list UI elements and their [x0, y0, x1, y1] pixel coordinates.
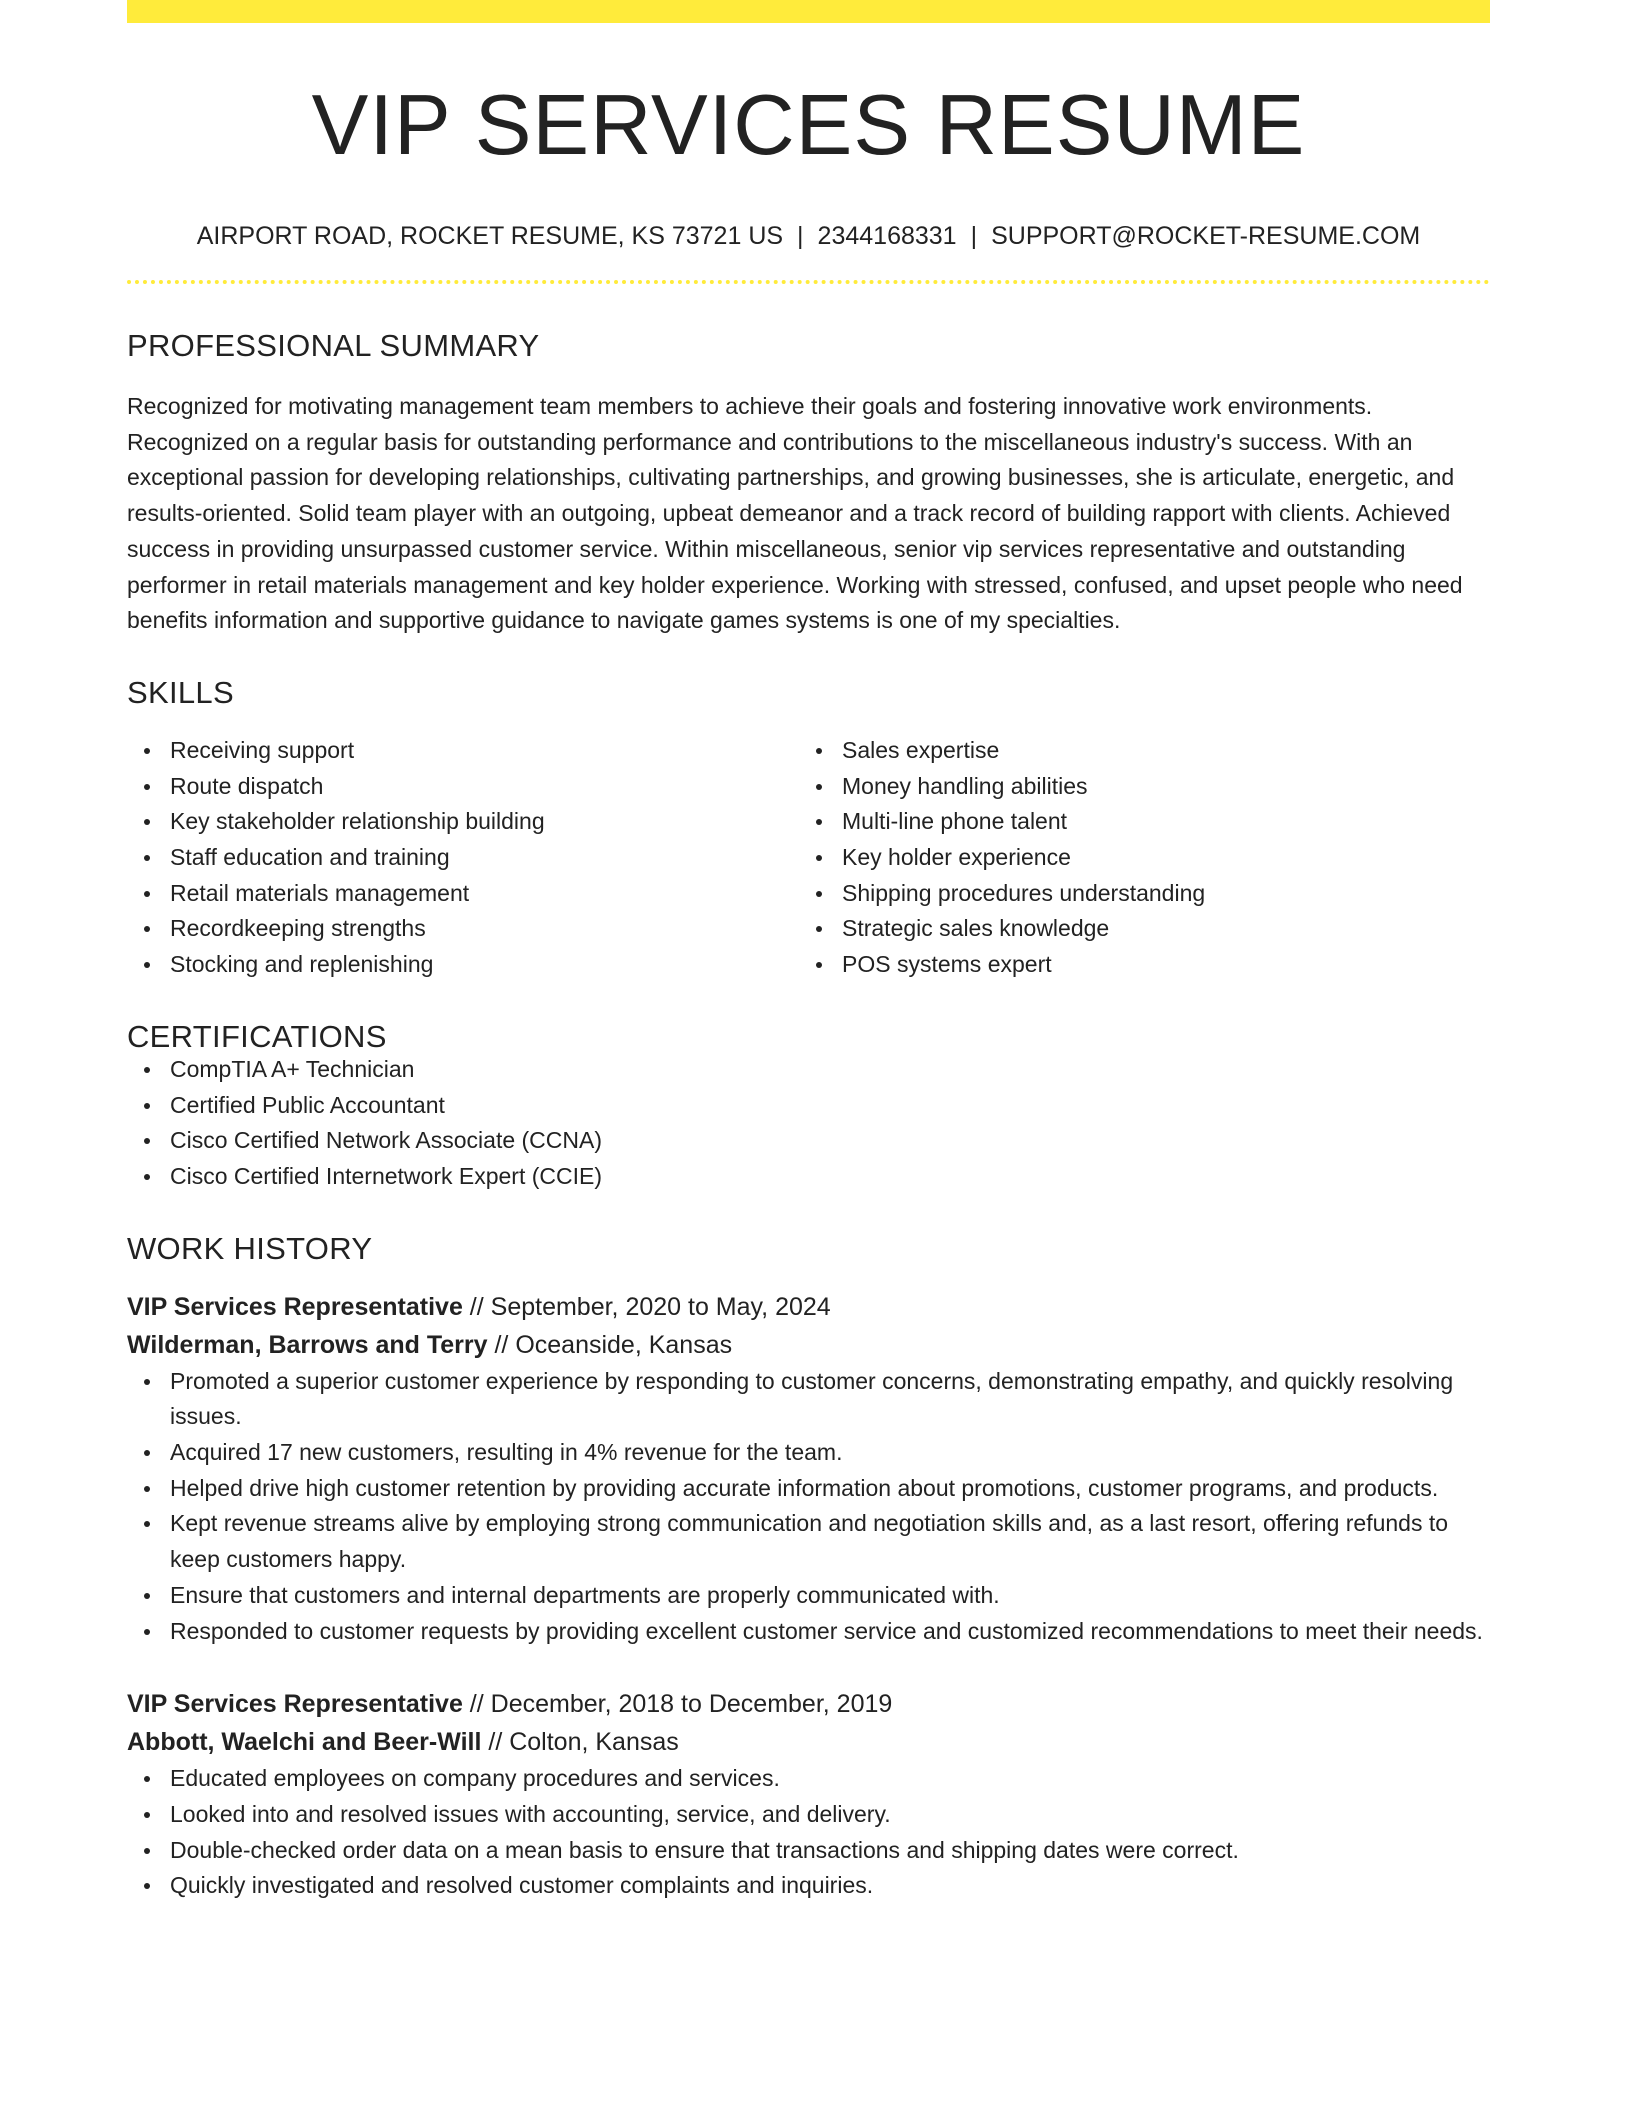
contact-phone: 2344168331 — [817, 222, 957, 250]
certification-item: Cisco Certified Internetwork Expert (CCIE) — [170, 1159, 1490, 1195]
bullet-dot — [144, 1379, 150, 1385]
contact-separator: | — [970, 222, 978, 250]
job-duties-list — [127, 1364, 1490, 1650]
bullet-dot — [816, 891, 822, 897]
skill-item: Key stakeholder relationship building — [170, 804, 799, 840]
skills-grid — [127, 733, 1490, 983]
bullet-dot — [144, 1848, 150, 1854]
skills-list-left — [127, 733, 799, 983]
bullet-dot — [144, 1521, 150, 1527]
skill-item: Shipping procedures understanding — [842, 876, 1399, 912]
summary-heading: PROFESSIONAL SUMMARY — [127, 328, 540, 363]
skills-column-left — [127, 733, 799, 983]
bullet-dot — [144, 891, 150, 897]
duty-item: Acquired 17 new customers, resulting in 4% revenue for the team. — [170, 1435, 1490, 1471]
skills-list-right — [799, 733, 1399, 983]
duty-item: Double-checked order data on a mean basis to ensure that transactions and shipping dates were correct. — [170, 1833, 1490, 1869]
certifications-heading: CERTIFICATIONS — [127, 1018, 387, 1054]
certifications-list — [127, 1052, 1490, 1195]
bullet-dot — [144, 1174, 150, 1180]
bullet-dot — [144, 748, 150, 754]
resume-title: VIP SERVICES RESUME — [311, 78, 1306, 173]
skill-item: Route dispatch — [170, 769, 799, 805]
skill-item: Money handling abilities — [842, 769, 1399, 805]
job-entry — [127, 1685, 1490, 1904]
job-company-line — [127, 1326, 1490, 1364]
job-title-line — [127, 1685, 1490, 1723]
bullet-dot — [816, 855, 822, 861]
duty-item: Promoted a superior customer experience by responding to customer concerns, demonstrating empathy, and quickly resolving issues. — [170, 1364, 1490, 1435]
duty-item: Responded to customer requests by providing excellent customer service and customized recommendations to meet their needs. — [170, 1614, 1490, 1650]
bullet-dot — [144, 1486, 150, 1492]
skill-item: Strategic sales knowledge — [842, 911, 1399, 947]
skill-item: POS systems expert — [842, 947, 1399, 983]
job-location: // Oceanside, Kansas — [487, 1330, 733, 1359]
contact-line — [127, 224, 1490, 254]
duty-item: Quickly investigated and resolved customer complaints and inquiries. — [170, 1868, 1490, 1904]
bullet-dot — [144, 1067, 150, 1073]
accent-bar — [127, 0, 1490, 23]
skill-item: Multi-line phone talent — [842, 804, 1399, 840]
job-company: Wilderman, Barrows and Terry — [127, 1330, 488, 1359]
bullet-dot — [144, 1883, 150, 1889]
job-duties-list — [127, 1761, 1490, 1904]
skills-column-right — [799, 733, 1399, 983]
skill-item: Receiving support — [170, 733, 799, 769]
duty-item: Educated employees on company procedures and services. — [170, 1761, 1490, 1797]
bullet-dot — [144, 1593, 150, 1599]
resume-page — [127, 0, 1490, 1904]
dotted-divider — [127, 280, 1490, 284]
bullet-dot — [144, 1812, 150, 1818]
bullet-dot — [144, 1450, 150, 1456]
bullet-dot — [144, 1629, 150, 1635]
job-role: VIP Services Representative — [127, 1292, 463, 1321]
job-company: Abbott, Waelchi and Beer-Will — [127, 1728, 482, 1757]
skill-item: Recordkeeping strengths — [170, 911, 799, 947]
bullet-dot — [816, 819, 822, 825]
bullet-dot — [144, 855, 150, 861]
job-title-line — [127, 1288, 1490, 1326]
job-entry — [127, 1288, 1490, 1650]
certification-item: Cisco Certified Network Associate (CCNA) — [170, 1123, 1490, 1159]
job-dates: // December, 2018 to December, 2019 — [462, 1690, 893, 1719]
skill-item: Stocking and replenishing — [170, 947, 799, 983]
bullet-dot — [144, 819, 150, 825]
skill-item: Key holder experience — [842, 840, 1399, 876]
contact-separator: | — [797, 222, 804, 250]
duty-item: Looked into and resolved issues with accounting, service, and delivery. — [170, 1797, 1490, 1833]
skill-item: Retail materials management — [170, 876, 799, 912]
duty-item: Ensure that customers and internal departments are properly communicated with. — [170, 1578, 1490, 1614]
duty-item: Helped drive high customer retention by providing accurate information about promotions, customer programs, and products. — [170, 1471, 1490, 1507]
job-company-line — [127, 1723, 1490, 1761]
bullet-dot — [144, 1776, 150, 1782]
bullet-dot — [816, 962, 822, 968]
bullet-dot — [816, 748, 822, 754]
job-dates: // September, 2020 to May, 2024 — [462, 1292, 831, 1321]
skills-heading: SKILLS — [127, 674, 234, 710]
skill-item: Sales expertise — [842, 733, 1399, 769]
contact-email: SUPPORT@ROCKET-RESUME.COM — [991, 222, 1421, 250]
skill-item: Staff education and training — [170, 840, 799, 876]
job-role: VIP Services Representative — [127, 1690, 463, 1719]
job-location: // Colton, Kansas — [481, 1728, 679, 1757]
bullet-dot — [144, 1103, 150, 1109]
work-history-heading: WORK HISTORY — [127, 1230, 373, 1266]
bullet-dot — [144, 784, 150, 790]
contact-address: AIRPORT ROAD, ROCKET RESUME, KS 73721 US — [196, 222, 784, 250]
bullet-dot — [816, 784, 822, 790]
summary-text: Recognized for motivating management team members to achieve their goals and fostering innovative work environments. Recognized on a regular basis for outstanding performance and contributions to the miscellaneous industry's success. With an exceptional passion for developing relationships, cultivating partnerships, and growing businesses, she is articulate, energetic, and results-oriented. Solid team player with an outgoing, upbeat demeanor and a track record of building rapport with clients. Achieved success in providing unsurpassed customer service. Within miscellaneous, senior vip services representative and outstanding performer in retail materials management and key holder experience. Working with stressed, confused, and upset people who need benefits information and supportive guidance to navigate games systems is one of my specialties. — [127, 393, 1463, 634]
bullet-dot — [144, 962, 150, 968]
certification-item: CompTIA A+ Technician — [170, 1052, 1490, 1088]
bullet-dot — [144, 926, 150, 932]
bullet-dot — [816, 926, 822, 932]
bullet-dot — [144, 1138, 150, 1144]
duty-item: Kept revenue streams alive by employing strong communication and negotiation skills and, as a last resort, offering refunds to keep customers happy. — [170, 1506, 1490, 1577]
certification-item: Certified Public Accountant — [170, 1088, 1490, 1124]
